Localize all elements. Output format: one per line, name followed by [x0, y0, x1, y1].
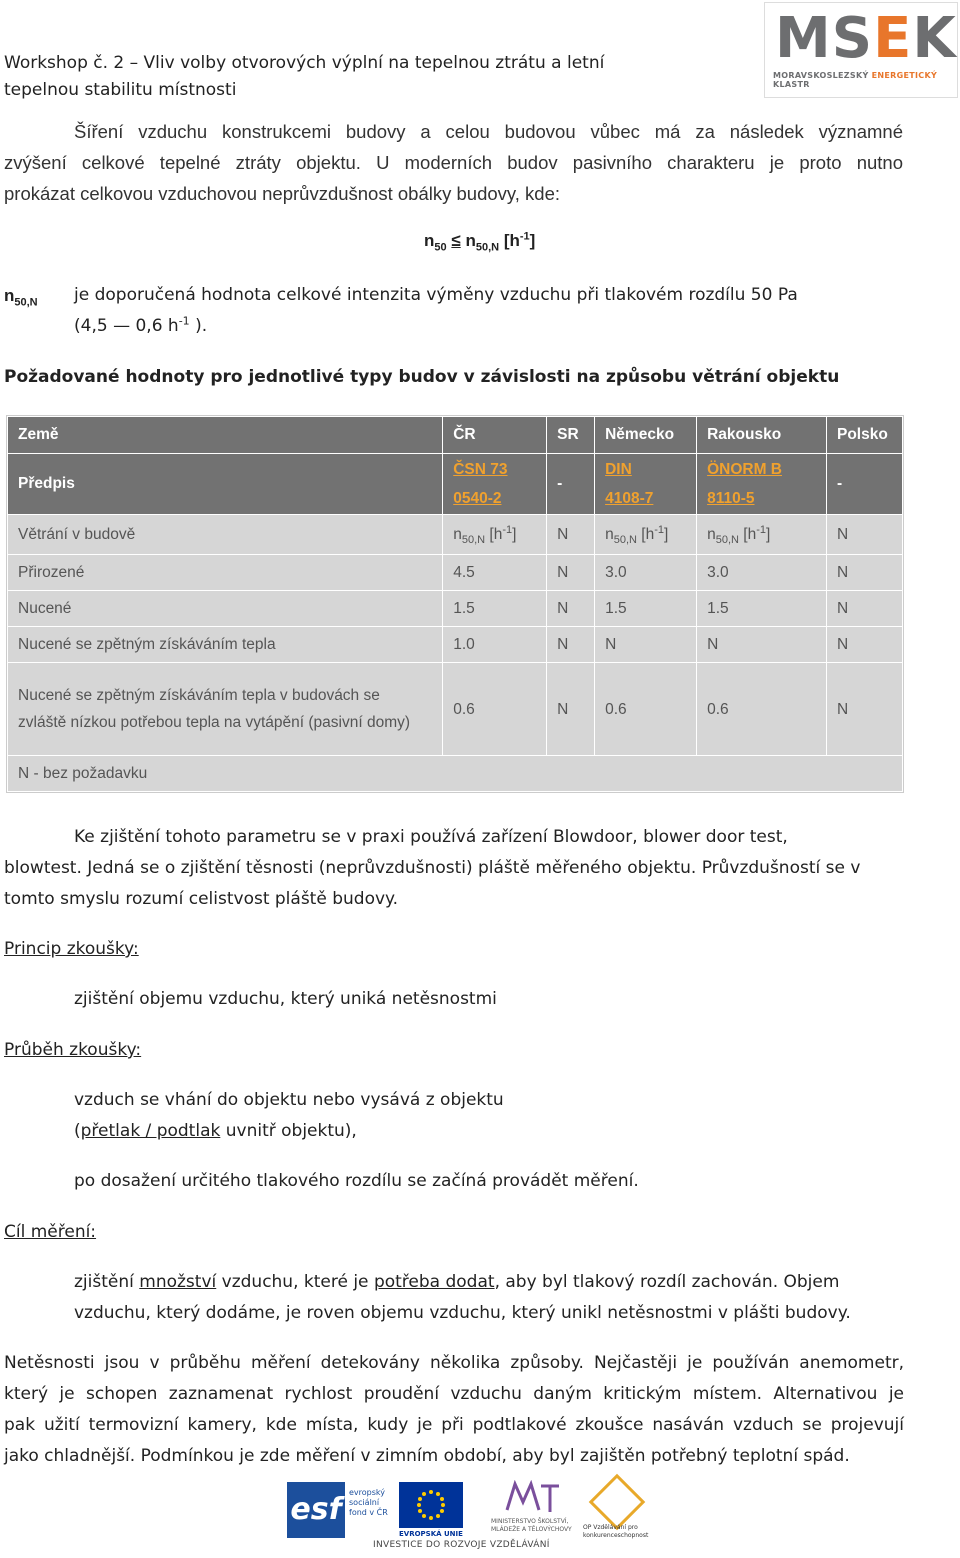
col-header-at: Rakousko	[697, 417, 827, 454]
table-note: N - bez požadavku	[8, 756, 903, 792]
esf-logo: esf evropský sociální fond v ČR	[287, 1482, 395, 1538]
cil-text: zjištění množství vzduchu, které je potřeba dodat, aby byl tlakový rozdíl zachován. Objem vzduchu, který dodáme, je roven objemu vzduchu, který unikl netěsnostmi v plášti budovy.	[74, 1272, 851, 1323]
msmt-logo: MINISTERSTVO ŠKOLSTVÍ, MLÁDEŽE A TĚLOVÝCHOVY	[491, 1480, 577, 1540]
table-row: Přirozené 4.5 N 3.0 3.0 N	[8, 555, 903, 591]
table-row-predpis: Předpis ČSN 73 0540-2 - DIN 4108-7 ÖNORM B 8110-5 -	[8, 454, 903, 515]
col-header-sr: SR	[547, 417, 595, 454]
standard-link-csn[interactable]: ČSN 73 0540-2	[453, 461, 508, 507]
final-paragraph: Netěsnosti jsou v průběhu měření detekovány několika způsoby. Nejčastěji je používán anemometr, který je schopen zaznamenat rychlost proudění vzduchu daným kritickým místem. Alternativou je pak užití termovizní kamery, kde místa, kudy je při podtlakové zkoušce nasáván vzduch se projevují jako chladnější. Podmínkou je zde měření v zimním období, aby byl zajištěn potřebný teplotní spád.	[4, 1353, 904, 1466]
princip-heading: Princip zkoušky:	[4, 939, 139, 959]
table-row: Nucené se zpětným získáváním tepla v budovách se zvláště nízkou potřebou tepla na vytápění (pasivní domy) 0.6 N 0.6 0.6 N	[8, 663, 903, 756]
header-title-line-1: Workshop č. 2 – Vliv volby otvorových výplní na tepelnou ztrátu a letní	[4, 53, 605, 73]
col-header-pl: Polsko	[826, 417, 902, 454]
msmt-emblem-icon	[503, 1480, 563, 1516]
col-header-de: Německo	[595, 417, 697, 454]
col-header-cr: ČR	[443, 417, 547, 454]
row-label-predpis: Předpis	[8, 454, 443, 515]
op-diamond-icon	[589, 1474, 646, 1531]
princip-text: zjištění objemu vzduchu, který uniká netěsnostmi	[74, 989, 497, 1009]
table-header-row	[8, 417, 903, 454]
definition-symbol: $n_{50,N}$	[4, 286, 38, 309]
requirements-table	[7, 416, 903, 792]
definition-text: je doporučená hodnota celkové intenzita výměny vzduchu při tlakovém rozdílu 50 Pa (4,5 — 0,6 $h^{-1}$ ).	[74, 285, 798, 336]
cil-heading: Cíl měření:	[4, 1222, 97, 1242]
table-row: Nucené se zpětným získáváním tepla 1.0 N N N N	[8, 627, 903, 663]
table-note-row	[8, 756, 903, 792]
prubeh-heading: Průběh zkoušky:	[4, 1040, 142, 1060]
footer-logos: esf evropský sociální fond v ČR EVROPSKÁ UNIE MINISTERSTVO ŠKOLSTVÍ, MLÁDEŽE A TĚLOVÝCHOVY OP Vzdělávání pro konkurenceschopnost INVESTICE DO ROZVOJE VZDĚLÁVÁNÍ	[287, 1478, 663, 1558]
op-vk-logo: OP Vzdělávání pro konkurenceschopnost	[583, 1480, 661, 1540]
prubeh-text-2: po dosažení určitého tlakového rozdílu se začíná provádět měření.	[74, 1171, 639, 1191]
intro-paragraph: Šíření vzduchu konstrukcemi budovy a celou budovou vůbec má za následek významné zvýšení celkové tepelné ztráty objektu. U moderních budov pasivního charakteru je proto nutno prokázat celkovou vzduchovou neprůvzdušnost obálky budovy, kde:	[4, 121, 903, 204]
header-title-line-2: tepelnou stabilitu místnosti	[4, 80, 237, 100]
prubeh-text: vzduch se vhání do objektu nebo vysává z objektu (přetlak / podtlak uvnitř objektu),	[74, 1090, 504, 1141]
standard-link-onorm[interactable]: ÖNORM B 8110-5	[707, 461, 782, 507]
unit-cell: $n_{50,N}$ $[h^{-1}]$	[443, 515, 547, 555]
section-title: Požadované hodnoty pro jednotlivé typy budov v závislosti na způsobu větrání objektu	[4, 367, 840, 387]
page-header	[4, 50, 704, 104]
table-row-vetrani: Větrání v budově $n_{50,N}$ $[h^{-1}]$ N $n_{50,N}$ $[h^{-1}]$ $n_{50,N}$ $[h^{-1}]$ N	[8, 515, 903, 555]
standard-link-din[interactable]: DIN 4108-7	[605, 461, 654, 507]
formula: $n_{50} \le n_{50,N}$ $[h^{-1}]$	[424, 230, 536, 254]
unit-cell: $n_{50,N}$ $[h^{-1}]$	[697, 515, 827, 555]
blowerdoor-paragraph: Ke zjištění tohoto parametru se v praxi používá zařízení Blowdoor, blower door test, blowtest. Jedná se o zjištění těsnosti (neprůvzdušnosti) pláště měřeného objektu. Průvzdušností se v tomto smyslu rozumí celistvost pláště budovy.	[4, 827, 861, 909]
requirements-table-frame	[6, 415, 904, 793]
msek-logo: MSEK MORAVSKOSLEZSKÝ ENERGETICKÝ KLASTR	[764, 2, 958, 98]
eu-stars-icon	[399, 1482, 463, 1528]
footer-investice-text: INVESTICE DO ROZVOJE VZDĚLÁVÁNÍ	[373, 1540, 550, 1550]
eu-flag	[399, 1482, 463, 1528]
unit-cell: $n_{50,N}$ $[h^{-1}]$	[595, 515, 697, 555]
table-row: Nucené 1.5 N 1.5 1.5 N	[8, 591, 903, 627]
col-header-country: Země	[8, 417, 443, 454]
